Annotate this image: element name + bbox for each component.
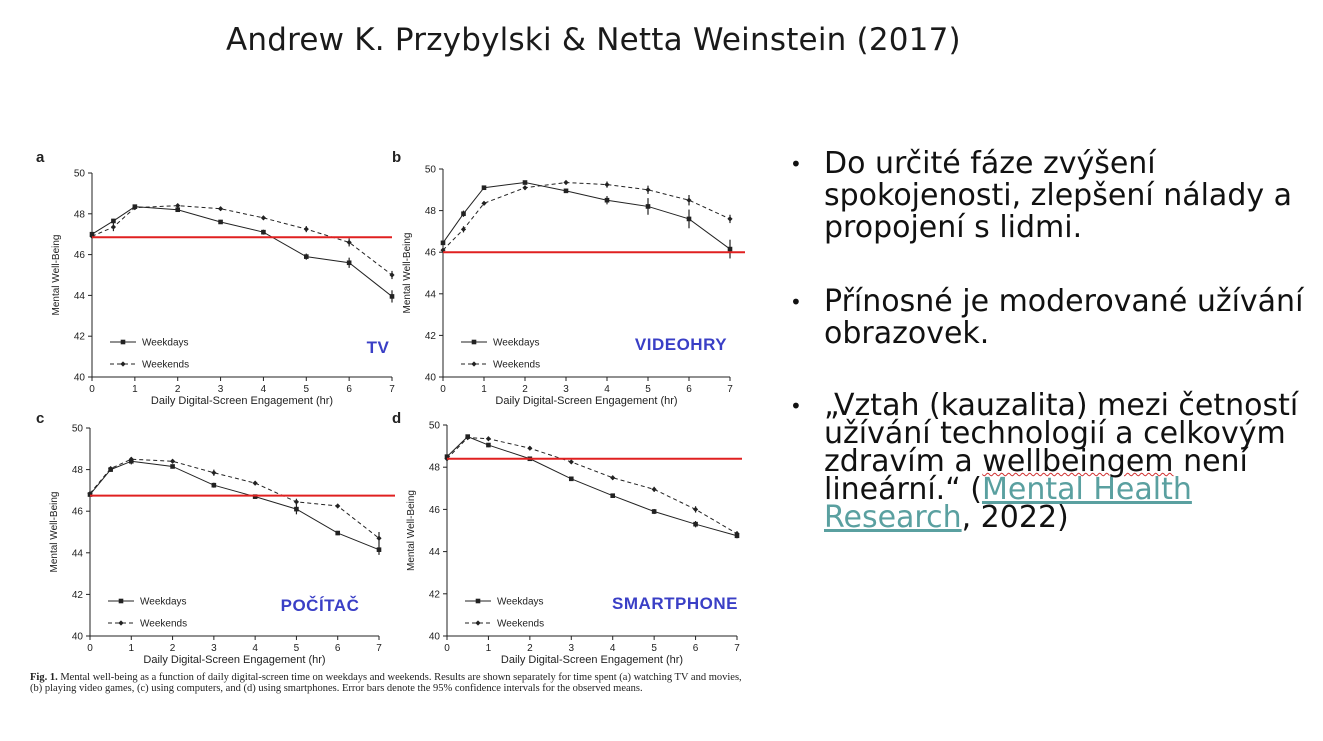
x-axis-title: Daily Digital-Screen Engagement (hr) xyxy=(495,395,678,407)
data-point-weekdays xyxy=(335,531,340,536)
y-tick-label: 44 xyxy=(424,289,436,301)
data-point-weekends xyxy=(563,180,568,185)
data-point-weekdays xyxy=(693,522,698,527)
data-point-weekends xyxy=(335,503,340,508)
data-point-weekends xyxy=(253,481,258,486)
chart-panel-a xyxy=(20,145,400,410)
source-link[interactable]: Mental Health Research xyxy=(824,472,1192,535)
x-tick-label: 5 xyxy=(303,384,310,395)
y-tick-label: 42 xyxy=(424,330,436,342)
y-tick-label: 48 xyxy=(71,465,83,477)
y-tick-label: 50 xyxy=(424,164,436,176)
bullet-item xyxy=(790,388,1310,535)
data-point-weekdays xyxy=(347,260,352,265)
y-tick-label: 46 xyxy=(71,506,83,518)
series-line-weekdays xyxy=(92,207,392,297)
data-point-weekdays xyxy=(687,217,692,222)
data-point-weekends xyxy=(304,227,309,232)
data-point-weekdays xyxy=(486,443,491,448)
data-point-weekdays xyxy=(212,483,217,488)
x-tick-label: 0 xyxy=(440,384,446,395)
y-tick-label: 40 xyxy=(428,631,440,643)
data-point-weekdays xyxy=(261,230,266,235)
y-tick-label: 46 xyxy=(73,250,85,262)
x-tick-label: 6 xyxy=(346,384,352,395)
data-point-weekends xyxy=(294,499,299,504)
data-point-weekends xyxy=(261,215,266,220)
legend-label: Weekends xyxy=(142,359,190,371)
legend-label: Weekends xyxy=(493,359,541,371)
y-tick-label: 44 xyxy=(428,547,440,559)
y-axis-title: Mental Well-Being xyxy=(51,234,62,316)
data-point-weekends xyxy=(522,185,527,190)
x-tick-label: 2 xyxy=(527,643,533,654)
x-tick-label: 4 xyxy=(609,643,616,654)
data-point-weekdays xyxy=(111,219,116,224)
bullet-item xyxy=(790,148,1310,244)
data-point-weekdays xyxy=(377,547,382,552)
caption-text: Mental well-being as a function of daily digital-screen time on weekdays and weekends. Results are shown separately for time spent (a) watching TV and movies, (b) playing video games, (c) using computers, and (d) using smartphones. Error bars denote the 95% confidence intervals for the observed means. xyxy=(30,672,742,694)
y-tick-label: 50 xyxy=(428,420,440,432)
data-point-weekdays xyxy=(482,185,487,190)
spellcheck-word: wellbeingem xyxy=(982,444,1174,479)
data-point-weekdays xyxy=(218,220,223,225)
bullet-text: Do určité fáze zvýšení spokojenosti, zlepšení nálady a propojení s lidmi. xyxy=(824,146,1293,245)
y-tick-label: 48 xyxy=(73,209,85,221)
data-point-weekdays xyxy=(170,464,175,469)
y-tick-label: 48 xyxy=(428,462,440,474)
y-axis-title: Mental Well-Being xyxy=(49,491,60,573)
panel-label: VIDEOHRY xyxy=(634,335,728,354)
x-tick-label: 7 xyxy=(376,643,382,654)
panel-label: SMARTPHONE xyxy=(612,594,738,613)
panel-letter: b xyxy=(392,149,402,166)
bullet-text: Přínosné je moderované užívání obrazovek. xyxy=(824,284,1304,351)
y-tick-label: 46 xyxy=(428,504,440,516)
y-tick-label: 42 xyxy=(71,589,83,601)
x-tick-label: 3 xyxy=(217,384,224,395)
panel-letter: c xyxy=(36,410,45,427)
x-tick-label: 1 xyxy=(481,384,487,395)
x-tick-label: 5 xyxy=(645,384,651,395)
x-tick-label: 5 xyxy=(651,643,657,654)
bullet-dot: • xyxy=(790,152,802,176)
series-line-weekdays xyxy=(447,437,737,536)
figure-caption xyxy=(30,672,750,694)
panel-label: POČÍTAČ xyxy=(280,596,360,615)
x-tick-label: 1 xyxy=(132,384,138,395)
x-axis-title: Daily Digital-Screen Engagement (hr) xyxy=(143,654,326,666)
legend-marker xyxy=(121,340,126,345)
x-tick-label: 6 xyxy=(686,384,692,395)
data-point-weekdays xyxy=(441,241,446,246)
x-tick-label: 0 xyxy=(87,643,93,654)
series-line-weekends xyxy=(443,183,730,251)
data-point-weekends xyxy=(727,216,732,221)
y-tick-label: 48 xyxy=(424,206,436,218)
x-tick-label: 7 xyxy=(734,643,740,654)
x-tick-label: 1 xyxy=(485,643,492,654)
x-tick-label: 2 xyxy=(174,384,181,395)
x-tick-label: 5 xyxy=(293,643,300,654)
data-point-weekdays xyxy=(564,189,569,194)
y-tick-label: 50 xyxy=(71,423,83,435)
panel-letter: d xyxy=(392,410,402,427)
slide-title: Andrew K. Przybylski & Netta Weinstein (2017) xyxy=(226,22,961,58)
data-point-weekdays xyxy=(304,254,309,259)
x-tick-label: 7 xyxy=(727,384,733,395)
data-point-weekdays xyxy=(646,204,651,209)
y-tick-label: 44 xyxy=(73,290,85,302)
y-tick-label: 50 xyxy=(73,168,85,180)
chart-panel-d xyxy=(385,403,755,665)
data-point-weekends xyxy=(569,459,574,464)
legend-marker xyxy=(471,361,476,366)
chart-panel-b xyxy=(385,145,755,410)
x-tick-label: 4 xyxy=(252,643,258,654)
legend-marker xyxy=(120,361,125,366)
data-point-weekends xyxy=(527,446,532,451)
y-tick-label: 42 xyxy=(428,589,440,601)
legend-marker xyxy=(476,599,481,604)
legend-label: Weekdays xyxy=(142,337,189,349)
data-point-weekends xyxy=(686,198,691,203)
x-tick-label: 7 xyxy=(389,384,395,395)
bullet-text: není lineární.“ ( xyxy=(824,444,1248,507)
legend-marker xyxy=(475,620,480,625)
y-tick-label: 42 xyxy=(73,331,85,343)
data-point-weekdays xyxy=(523,180,528,185)
data-point-weekends xyxy=(693,507,698,512)
x-tick-label: 3 xyxy=(563,384,569,395)
data-point-weekends xyxy=(111,224,116,229)
x-tick-label: 2 xyxy=(169,643,176,654)
y-tick-label: 40 xyxy=(424,372,436,384)
data-point-weekends xyxy=(211,470,216,475)
y-tick-label: 46 xyxy=(424,247,436,259)
bullet-dot: • xyxy=(790,290,802,314)
y-tick-label: 40 xyxy=(71,631,83,643)
bullet-dot: • xyxy=(790,394,802,418)
x-tick-label: 4 xyxy=(260,384,267,395)
x-tick-label: 6 xyxy=(692,643,699,654)
panel-letter: a xyxy=(36,149,45,166)
x-tick-label: 1 xyxy=(128,643,135,654)
data-point-weekdays xyxy=(461,211,466,216)
bullet-list xyxy=(790,148,1310,574)
x-tick-label: 3 xyxy=(568,643,575,654)
data-point-weekends xyxy=(610,475,615,480)
bullet-text: „Vztah (kauzalita) mezi četností užívání technologií a celkovým zdravím a xyxy=(824,388,1299,479)
legend-marker xyxy=(472,340,477,345)
legend-marker xyxy=(118,620,123,625)
x-axis-title: Daily Digital-Screen Engagement (hr) xyxy=(150,395,334,407)
data-point-weekends xyxy=(604,182,609,187)
legend-label: Weekdays xyxy=(497,596,544,608)
bullet-text: , 2022) xyxy=(961,500,1069,535)
y-axis-title: Mental Well-Being xyxy=(402,232,413,314)
data-point-weekends xyxy=(652,487,657,492)
data-point-weekdays xyxy=(294,507,299,512)
data-point-weekends xyxy=(486,436,491,441)
data-point-weekdays xyxy=(569,477,574,482)
x-tick-label: 0 xyxy=(444,643,450,654)
legend-label: Weekends xyxy=(140,618,188,630)
legend-label: Weekdays xyxy=(493,337,540,349)
x-tick-label: 2 xyxy=(522,384,528,395)
x-tick-label: 6 xyxy=(334,643,341,654)
data-point-weekdays xyxy=(728,247,733,252)
caption-label: Fig. 1. xyxy=(30,672,58,683)
y-axis-title: Mental Well-Being xyxy=(406,490,417,571)
bullet-item xyxy=(790,286,1310,350)
legend-label: Weekdays xyxy=(140,596,187,608)
x-axis-title: Daily Digital-Screen Engagement (hr) xyxy=(500,654,684,666)
series-line-weekdays xyxy=(443,183,730,250)
y-tick-label: 44 xyxy=(71,548,83,560)
data-point-weekends xyxy=(218,206,223,211)
x-tick-label: 3 xyxy=(211,643,217,654)
panel-label: TV xyxy=(366,338,390,357)
data-point-weekends xyxy=(170,459,175,464)
series-line-weekends xyxy=(447,438,737,534)
legend-label: Weekends xyxy=(497,618,545,630)
legend-marker xyxy=(119,599,124,604)
y-tick-label: 40 xyxy=(73,372,85,384)
data-point-weekdays xyxy=(652,509,657,514)
series-line-weekends xyxy=(90,459,379,538)
x-tick-label: 0 xyxy=(89,384,95,395)
data-point-weekends xyxy=(645,187,650,192)
x-tick-label: 4 xyxy=(604,384,610,395)
chart-panel-c xyxy=(20,403,400,665)
data-point-weekdays xyxy=(605,198,610,203)
data-point-weekdays xyxy=(610,493,615,498)
